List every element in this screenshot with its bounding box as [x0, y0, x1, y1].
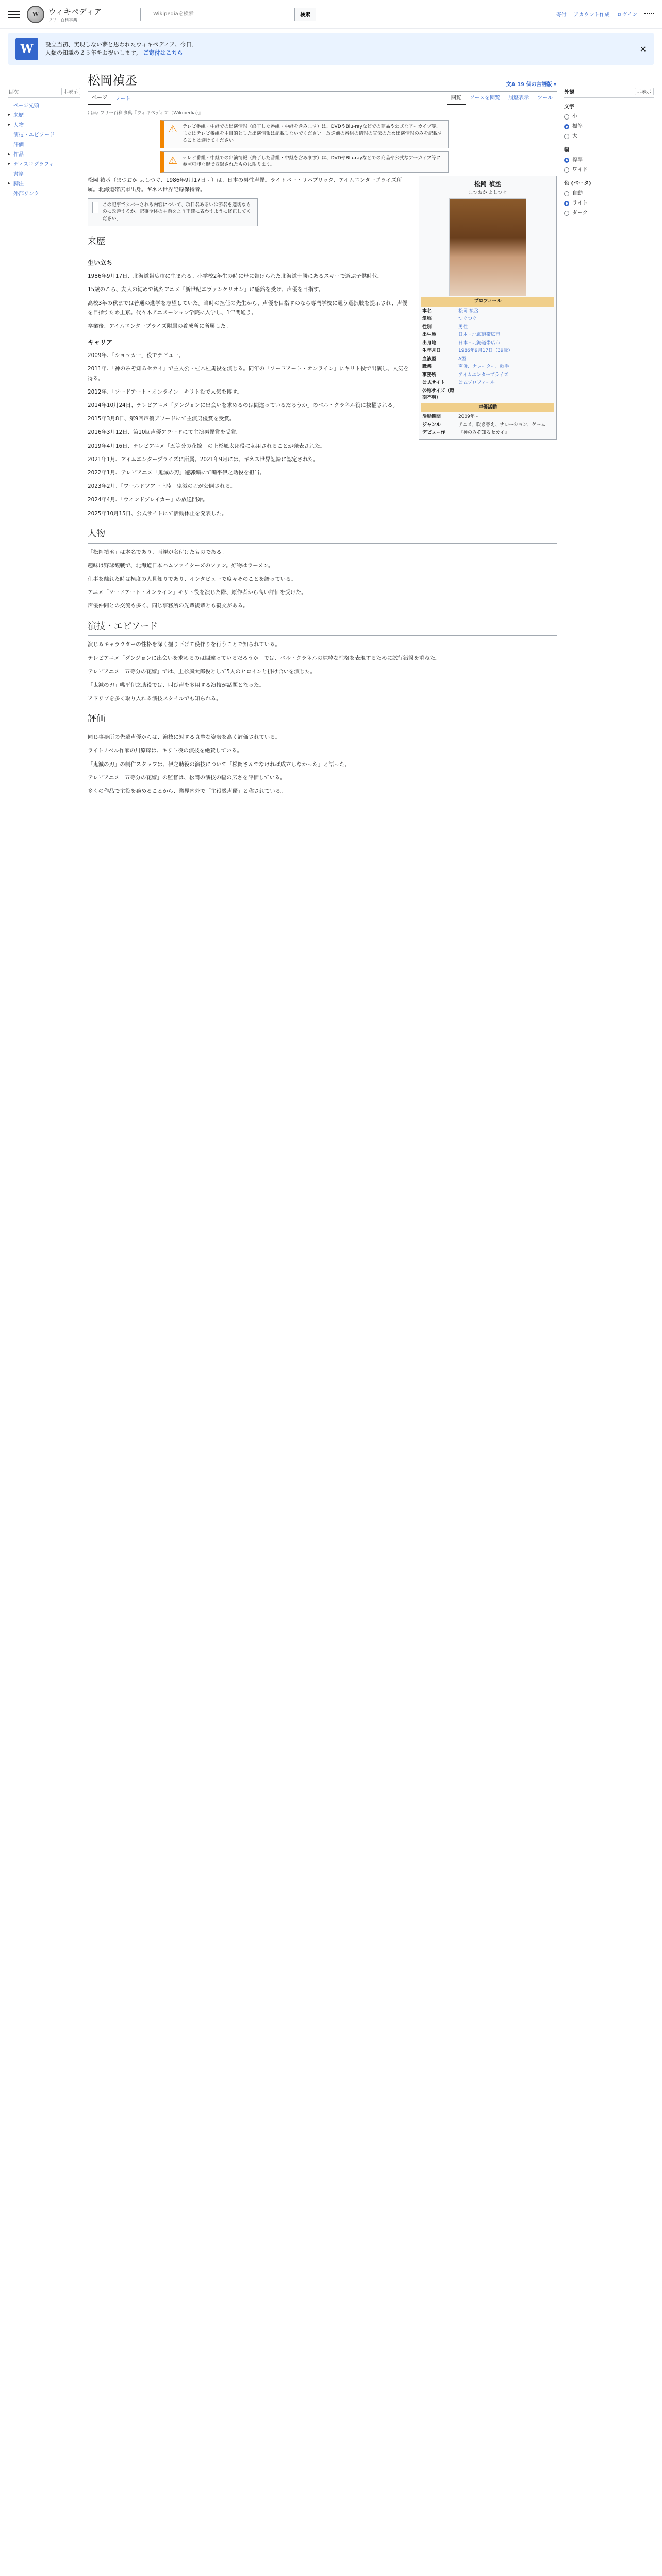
- appearance-option[interactable]: [564, 112, 654, 122]
- toc-item[interactable]: ▸ 脚注: [8, 179, 80, 189]
- paragraph: テレビアニメ「五等分の花嫁」の監督は、松岡の演技の幅の広さを評価している。: [88, 774, 286, 781]
- radio-icon[interactable]: [564, 114, 569, 120]
- cleanup-text: この記事でカバーされる内容について、項目名あるいは節名を適切なものに改善するか、記事全体の主題をより正確に表わすように修正してください。: [102, 202, 251, 222]
- intro-paragraph: 松岡 禎丞（まつおか よしつぐ、1986年9月17日 - ）は、日本の男性声優。ライトバー・リパブリック、アイムエンタープライズ所属。北海道帯広市出身。ギネス世界記録保持者。: [88, 177, 402, 193]
- paragraph: 1986年9月17日、北海道帯広市に生まれる。小学校2年生の時に母に告げられた北海道十勝にあるスキーで遊ぶ子供時代。: [88, 273, 383, 280]
- infobox-key: デビュー作: [422, 430, 446, 435]
- toc-item[interactable]: ▸ 作品: [8, 150, 80, 160]
- search-button[interactable]: 検索: [295, 8, 316, 21]
- banner-cta-link[interactable]: ご寄付はこちら: [143, 49, 183, 56]
- paragraph: 仕事を離れた時は極度の人見知りであり、インタビューで度々そのことを語っている。: [88, 575, 296, 582]
- option-label: 標準: [572, 157, 583, 163]
- chevron-down-icon[interactable]: ▸: [8, 112, 11, 117]
- warning-icon: ⚠: [168, 154, 177, 166]
- infobox-row: [421, 308, 554, 316]
- paragraph: 2022年1月、テレビアニメ「鬼滅の刃」遊郭編にて嘴平伊之助役を担当。: [88, 470, 266, 476]
- paragraph: 卒業後、アイムエンタープライズ附属の養成所に所属した。: [88, 323, 231, 329]
- paragraph: 15歳のころ、友人の勧めで観たアニメ「新世紀エヴァンゲリオン」に感銘を受け、声優を目指す。: [88, 286, 324, 293]
- search-form: [140, 8, 316, 21]
- infobox-value[interactable]: 公式プロフィール: [458, 380, 495, 385]
- infobox-key: 血液型: [422, 356, 437, 362]
- appearance-option[interactable]: [564, 165, 654, 175]
- paragraph: テレビアニメ「ダンジョンに出会いを求めるのは間違っているだろうか」では、ベル・クラネルの純粋な性格を表現するために試行錯誤を重ねた。: [88, 655, 441, 662]
- paragraph: 2009年、「ショッカー」役でデビュー。: [88, 352, 184, 359]
- option-label: 自動: [572, 191, 583, 196]
- infobox-value[interactable]: アイムエンタープライズ: [458, 372, 509, 378]
- subsection-heading: 生い立ち: [88, 259, 113, 267]
- infobox-value: アニメ、吹き替え、ナレーション、ゲーム: [458, 422, 546, 428]
- infobox-row: [421, 324, 554, 332]
- infobox-row: [421, 413, 554, 421]
- tab-history[interactable]: 履歴表示: [508, 95, 529, 101]
- paragraph: 趣味は野球観戦で、北海道日本ハムファイターズのファン。好物はラーメン。: [88, 562, 274, 569]
- appearance-option[interactable]: [564, 208, 654, 218]
- infobox-section-profile: プロフィール: [421, 297, 554, 307]
- site-header: [0, 0, 662, 29]
- infobox-row: [421, 315, 554, 324]
- notice-box: [160, 120, 449, 148]
- infobox-key: 活動期間: [422, 414, 441, 419]
- appearance-option[interactable]: [564, 155, 654, 165]
- infobox-key: 事務所: [422, 372, 437, 378]
- toc-title: 目次: [8, 90, 19, 95]
- infobox-key: 出生地: [422, 332, 437, 337]
- option-label: 大: [572, 133, 577, 139]
- option-label: ライト: [572, 200, 588, 206]
- paragraph: 演じるキャラクターの性格を深く掘り下げて役作りを行うことで知られている。: [88, 641, 280, 648]
- appearance-panel: [564, 88, 654, 218]
- search-input[interactable]: [140, 8, 295, 21]
- toc-item[interactable]: ▸ 人物: [8, 121, 80, 130]
- globe-icon: W: [27, 6, 44, 23]
- close-icon[interactable]: ✕: [639, 44, 647, 54]
- cleanup-notice: [88, 198, 258, 227]
- main-menu-button[interactable]: [8, 9, 20, 20]
- paragraph: 高校3年の秋までは普通の進学を志望していた。当時の担任の先生から、声優を目指すのなら専門学校に通う選択肢を提示され、声優を目指すため上京。代々木アニメーション学院に入学し、1年間通う。: [88, 300, 408, 316]
- infobox-value: 2009年 -: [458, 414, 478, 419]
- fundraising-banner: [8, 33, 654, 65]
- infobox-value[interactable]: 日本・北海道帯広市: [458, 340, 501, 346]
- login-link[interactable]: ログイン: [617, 12, 637, 18]
- infobox-key: 本名: [422, 308, 432, 314]
- paragraph: 2016年3月12日、第10回声優アワードにて主演男優賞を受賞。: [88, 429, 242, 436]
- infobox-row: [421, 363, 554, 371]
- radio-icon[interactable]: [564, 124, 569, 129]
- infobox-row: [421, 387, 554, 402]
- infobox-key: 出身地: [422, 340, 437, 346]
- infobox-key: 公称サイズ（時期不明）: [422, 388, 455, 400]
- wiki-logo[interactable]: [27, 6, 130, 23]
- chevron-down-icon[interactable]: ▸: [8, 122, 11, 127]
- paragraph: 「鬼滅の刃」嘴平伊之助役では、叫び声を多用する演技が話題となった。: [88, 682, 264, 688]
- infobox-row: [421, 429, 554, 437]
- appearance-group-label: 色 (ベータ): [564, 181, 591, 187]
- infobox-key: 愛称: [422, 316, 432, 321]
- section-heading: 演技・エピソード: [88, 619, 557, 636]
- paragraph: 2011年、「神のみぞ知るセカイ」で主人公・桂木桂馬役を演じる。同年の「ソードアート・オンライン」にキリト役で出演し、人気を得る。: [88, 366, 409, 382]
- wiki-tagline: フリー百科事典: [48, 17, 77, 22]
- infobox-value[interactable]: 松岡 禎丞: [458, 308, 478, 314]
- paragraph: 2015年3月8日、第9回声優アワードにて主演男優賞を受賞。: [88, 416, 235, 422]
- infobox-row: [421, 340, 554, 348]
- infobox-value[interactable]: A型: [458, 356, 467, 362]
- paragraph: 多くの作品で主役を務めることから、業界内外で「主役級声優」と称されている。: [88, 788, 286, 794]
- appearance-hide-button[interactable]: 非表示: [635, 88, 654, 95]
- radio-icon[interactable]: [564, 158, 569, 163]
- infobox-value[interactable]: 声優、ナレーター、歌手: [458, 364, 509, 369]
- notice-text: テレビ番組・中継での出演情報（終了した番組・中継を含みます）は、DVDやBlu-rayなどでの商品や公式なアーカイブ等に参照可能な形で収録されたものに限ります。: [182, 155, 441, 167]
- paragraph: テレビアニメ「五等分の花嫁」では、上杉風太郎役として5人のヒロインと掛け合いを演じた。: [88, 668, 316, 675]
- article-body: [88, 176, 557, 796]
- infobox-name: 松岡 禎丞: [474, 180, 502, 188]
- radio-icon[interactable]: [564, 191, 569, 196]
- paragraph: 同じ事務所の先輩声優からは、演技に対する真摯な姿勢を高く評価されている。: [88, 734, 281, 741]
- tab-read[interactable]: 閲覧: [447, 93, 466, 105]
- section-heading: 人物: [88, 527, 557, 544]
- infobox-key: 性別: [422, 324, 432, 330]
- infobox-row: [421, 355, 554, 364]
- paragraph: 「鬼滅の刃」の制作スタッフは、伊之助役の演技について「松岡さんでなければ成立しなかった」と語った。: [88, 761, 350, 768]
- document-icon: [92, 202, 98, 213]
- paragraph: 2021年1月、アイムエンタープライズに所属。2021年9月には、ギネス世界記録に認定された。: [88, 456, 319, 463]
- radio-icon[interactable]: [564, 211, 569, 216]
- option-label: 小: [572, 114, 577, 120]
- appearance-option[interactable]: [564, 198, 654, 208]
- portrait-image[interactable]: [449, 198, 526, 296]
- radio-icon[interactable]: [564, 134, 569, 139]
- tab-source[interactable]: ソースを閲覧: [469, 95, 501, 101]
- infobox-row: [421, 379, 554, 387]
- infobox-row: [421, 347, 554, 355]
- banner-text: 設立当初、実現しない夢と思われたウィキペディア。今日、人類の知識の２５年をお祝いします。: [45, 41, 197, 56]
- language-button[interactable]: 文A 19 個の言語版 ▾: [506, 82, 556, 88]
- infobox-row: [421, 371, 554, 380]
- notice-box: [160, 151, 449, 173]
- chevron-down-icon[interactable]: ▸: [8, 151, 11, 156]
- option-label: 標準: [572, 124, 583, 129]
- tab-tools[interactable]: ツール: [537, 95, 553, 101]
- toc-hide-button[interactable]: 非表示: [61, 88, 80, 95]
- warning-icon: ⚠: [168, 123, 177, 135]
- subsection-heading: キャリア: [88, 338, 113, 346]
- radio-icon[interactable]: [564, 201, 569, 206]
- paragraph: 2019年4月16日、テレビアニメ「五等分の花嫁」の上杉風太郎役に起用されることが発表された。: [88, 443, 326, 449]
- appearance-option[interactable]: [564, 122, 654, 131]
- paragraph: 2014年10月24日、テレビアニメ「ダンジョンに出会いを求めるのは間違っているだろうか」のベル・クラネル役に抜擢される。: [88, 402, 399, 409]
- appearance-title: 外観: [564, 90, 574, 95]
- section-heading: 評価: [88, 711, 557, 728]
- infobox-value[interactable]: つぐつぐ: [458, 316, 477, 321]
- toc-item[interactable]: 書籍: [13, 172, 24, 177]
- infobox-key: 生年月日: [422, 348, 441, 353]
- wiki-name: ウィキペディア: [48, 7, 102, 16]
- tab-article[interactable]: ページ: [88, 93, 111, 105]
- option-label: ダーク: [572, 210, 588, 216]
- radio-icon[interactable]: [564, 167, 569, 173]
- infobox-value[interactable]: [458, 388, 553, 402]
- chevron-down-icon[interactable]: ▸: [8, 181, 11, 185]
- more-options-icon[interactable]: [644, 13, 654, 15]
- toc-item[interactable]: 評価: [13, 142, 24, 148]
- notice-text: テレビ番組・中継での出演情報（終了した番組・中継を含みます）は、DVDやBlu-rayなどでの商品や公式なアーカイブ等、またはテレビ番組を主目的とした出演情報は記載しないでください。放送前の番組の情報の宣伝のため出演情報のみを記載することは避けてください。: [182, 124, 442, 143]
- paragraph: 2023年2月、「ワールドツアー上陸」鬼滅の刃が公開される。: [88, 483, 236, 490]
- wikipedia-w-icon: W: [15, 38, 38, 60]
- toc-sidebar: [8, 88, 80, 199]
- infobox-value: 『神のみぞ知るセカイ』: [458, 430, 509, 435]
- paragraph: ライトノベル作家の川原礫は、キリト役の演技を絶賛している。: [88, 748, 242, 754]
- toc-item[interactable]: 外部リンク: [13, 191, 39, 197]
- option-label: ワイド: [572, 167, 588, 173]
- create-account-link[interactable]: アカウント作成: [573, 12, 610, 18]
- page-tabs: [88, 92, 557, 105]
- chevron-down-icon[interactable]: ▸: [8, 161, 11, 166]
- paragraph: 「松岡禎丞」は本名であり、両親が名付けたものである。: [88, 549, 227, 555]
- section-heading: 来歴: [88, 234, 557, 251]
- infobox-reading: まつおか よしつぐ: [468, 190, 507, 195]
- paragraph: 2024年4月、「ウィンドブレイカー」の放送開始。: [88, 497, 208, 503]
- paragraph: アニメ「ソードアート・オンライン」キリト役を演じた際、原作者から高い評価を受けた。: [88, 589, 307, 596]
- paragraph: 2025年10月15日、公式サイトにて活動休止を発表した。: [88, 510, 227, 517]
- paragraph: 声優仲間との交流も多く、同じ事務所の先輩後輩とも親交がある。: [88, 603, 249, 609]
- toc-item[interactable]: ▸ 来歴: [8, 111, 80, 121]
- infobox-key: 職業: [422, 364, 432, 369]
- donate-link[interactable]: 寄付: [556, 12, 567, 18]
- infobox-key: ジャンル: [422, 422, 441, 428]
- infobox-row: [421, 421, 554, 430]
- infobox-value[interactable]: 1986年9月17日（39歳）: [458, 348, 513, 353]
- tab-talk[interactable]: ノート: [115, 96, 131, 102]
- paragraph: アドリブを多く取り入れる演技スタイルでも知られる。: [88, 696, 222, 702]
- page-title: 松岡禎丞: [88, 73, 137, 88]
- toc-item[interactable]: ▸ ディスコグラフィ: [8, 160, 80, 170]
- page-tagline: 出典: フリー百科事典『ウィキペディア（Wikipedia）』: [88, 111, 203, 116]
- toc-item[interactable]: ページ先頭: [13, 103, 39, 109]
- paragraph: 2012年、「ソードアート・オンライン」キリト役で人気を博す。: [88, 388, 243, 395]
- infobox-value[interactable]: 男性: [458, 324, 468, 330]
- infobox-value[interactable]: 日本・北海道帯広市: [458, 332, 501, 337]
- toc-item[interactable]: 演技・エピソード: [13, 132, 55, 138]
- appearance-option[interactable]: [564, 131, 654, 141]
- appearance-group-label: 文字: [564, 104, 574, 110]
- infobox-section-voice: 声優活動: [421, 403, 554, 413]
- infobox-row: [421, 331, 554, 340]
- appearance-option[interactable]: [564, 189, 654, 198]
- infobox-key: 公式サイト: [422, 380, 445, 385]
- infobox: [419, 176, 557, 440]
- main-content: [88, 69, 557, 800]
- appearance-group-label: 幅: [564, 147, 569, 153]
- user-links: [556, 10, 654, 18]
